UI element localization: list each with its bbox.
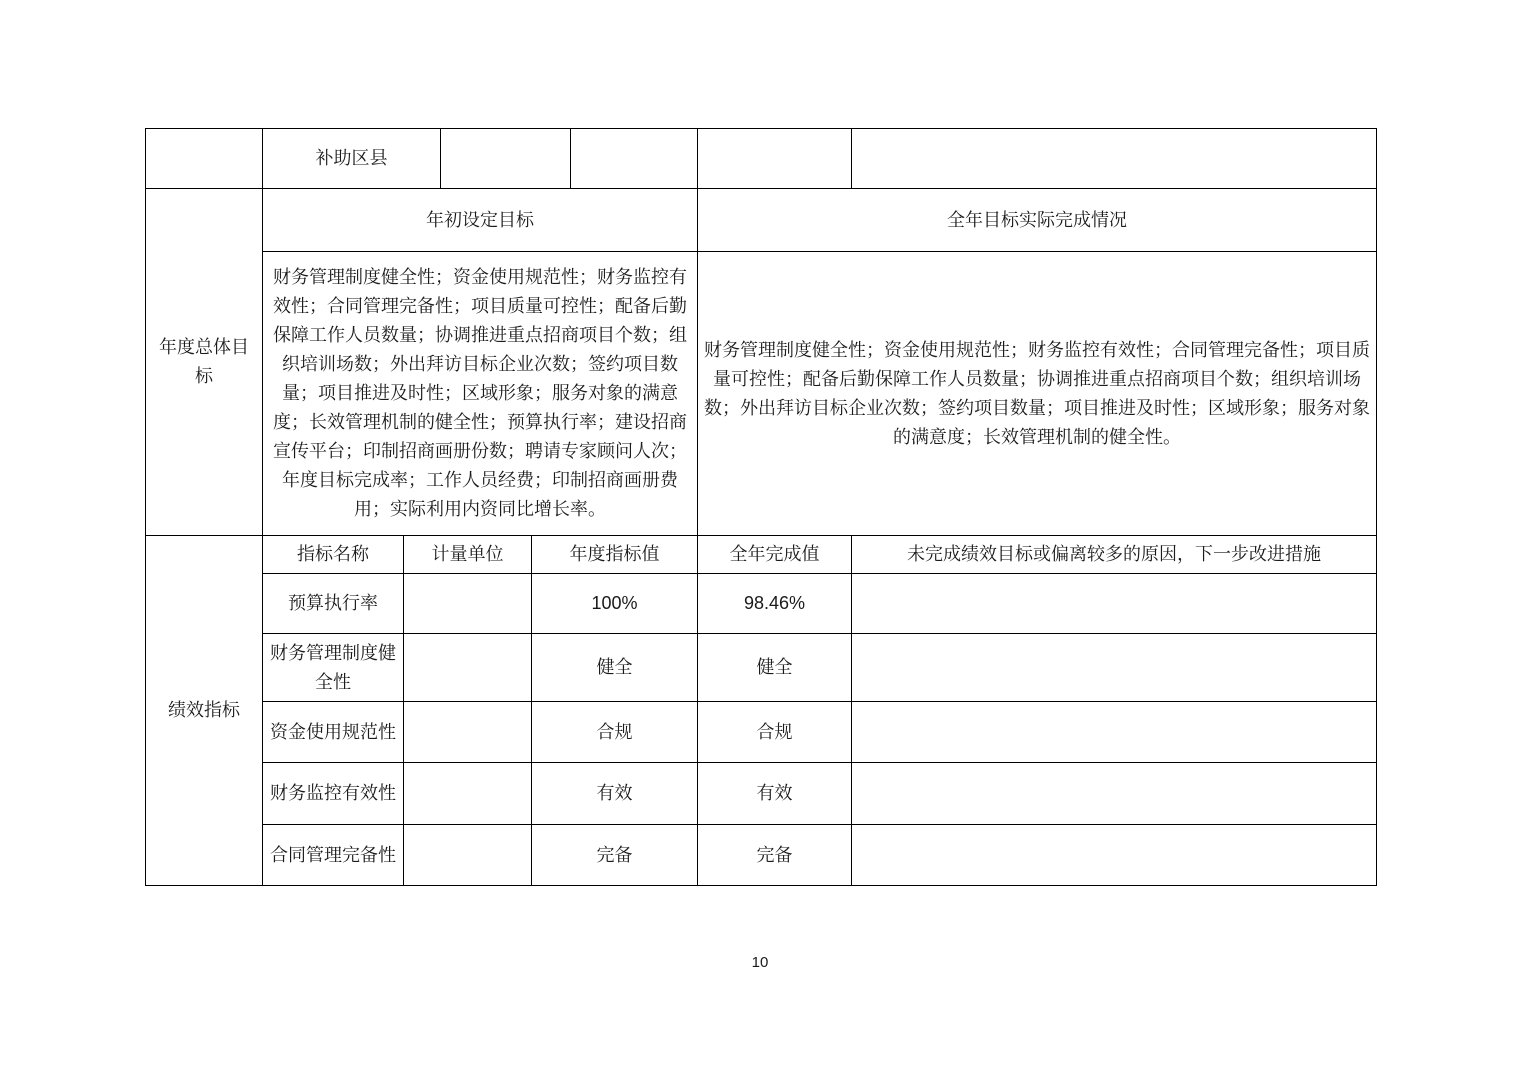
indicator-unit bbox=[404, 702, 532, 763]
indicator-reason bbox=[852, 634, 1377, 702]
performance-header-row bbox=[146, 536, 1377, 574]
header-completed-value: 全年完成值 bbox=[698, 536, 852, 574]
indicator-reason bbox=[852, 763, 1377, 825]
header-annual-value: 年度指标值 bbox=[532, 536, 698, 574]
indicator-annual-value: 健全 bbox=[532, 634, 698, 702]
table-row bbox=[146, 702, 1377, 763]
indicator-name: 资金使用规范性 bbox=[263, 702, 404, 763]
indicator-reason bbox=[852, 825, 1377, 886]
indicator-annual-value: 完备 bbox=[532, 825, 698, 886]
indicator-unit bbox=[404, 825, 532, 886]
header-reason: 未完成绩效目标或偏离较多的原因，下一步改进措施 bbox=[852, 536, 1377, 574]
indicator-completed-value: 有效 bbox=[698, 763, 852, 825]
annual-goal-section-label: 年度总体目标 bbox=[146, 189, 263, 536]
indicator-unit bbox=[404, 634, 532, 702]
indicator-unit bbox=[404, 763, 532, 825]
indicator-reason bbox=[852, 574, 1377, 634]
annual-goal-header-row bbox=[146, 189, 1377, 252]
indicator-completed-value: 98.46% bbox=[698, 574, 852, 634]
table-row bbox=[146, 825, 1377, 886]
performance-report-table bbox=[145, 128, 1377, 886]
indicator-reason bbox=[852, 702, 1377, 763]
table-row bbox=[146, 634, 1377, 702]
actual-completion-header: 全年目标实际完成情况 bbox=[698, 189, 1377, 252]
blank-cell bbox=[852, 129, 1377, 189]
subsidy-county-row bbox=[146, 129, 1377, 189]
indicator-annual-value: 100% bbox=[532, 574, 698, 634]
indicator-completed-value: 完备 bbox=[698, 825, 852, 886]
initial-goal-header: 年初设定目标 bbox=[263, 189, 698, 252]
table-row bbox=[146, 763, 1377, 825]
blank-cell bbox=[441, 129, 571, 189]
header-unit: 计量单位 bbox=[404, 536, 532, 574]
actual-completion-text: 财务管理制度健全性；资金使用规范性；财务监控有效性；合同管理完备性；项目质量可控性；配备后勤保障工作人员数量；协调推进重点招商项目个数；组织培训场数；外出拜访目标企业次数；签约项目数量；项目推进及时性；区域形象；服务对象的满意度；长效管理机制的健全性。 bbox=[698, 252, 1377, 536]
indicator-unit bbox=[404, 574, 532, 634]
blank-cell bbox=[146, 129, 263, 189]
table-row bbox=[146, 574, 1377, 634]
annual-goal-content-row bbox=[146, 252, 1377, 536]
indicator-name: 预算执行率 bbox=[263, 574, 404, 634]
indicator-name: 合同管理完备性 bbox=[263, 825, 404, 886]
page-number: 10 bbox=[751, 954, 769, 971]
indicator-annual-value: 合规 bbox=[532, 702, 698, 763]
subsidy-county-label: 补助区县 bbox=[263, 129, 441, 189]
indicator-name: 财务监控有效性 bbox=[263, 763, 404, 825]
indicator-annual-value: 有效 bbox=[532, 763, 698, 825]
header-indicator-name: 指标名称 bbox=[263, 536, 404, 574]
initial-goal-text: 财务管理制度健全性；资金使用规范性；财务监控有效性；合同管理完备性；项目质量可控性；配备后勤保障工作人员数量；协调推进重点招商项目个数；组织培训场数；外出拜访目标企业次数；签约项目数量；项目推进及时性；区域形象；服务对象的满意度；长效管理机制的健全性；预算执行率；建设招商宣传平台；印制招商画册份数；聘请专家顾问人次；年度目标完成率；工作人员经费；印制招商画册费用；实际利用内资同比增长率。 bbox=[263, 252, 698, 536]
performance-section-label: 绩效指标 bbox=[146, 536, 263, 886]
indicator-completed-value: 健全 bbox=[698, 634, 852, 702]
indicator-name: 财务管理制度健全性 bbox=[263, 634, 404, 702]
blank-cell bbox=[698, 129, 852, 189]
indicator-completed-value: 合规 bbox=[698, 702, 852, 763]
blank-cell bbox=[571, 129, 698, 189]
